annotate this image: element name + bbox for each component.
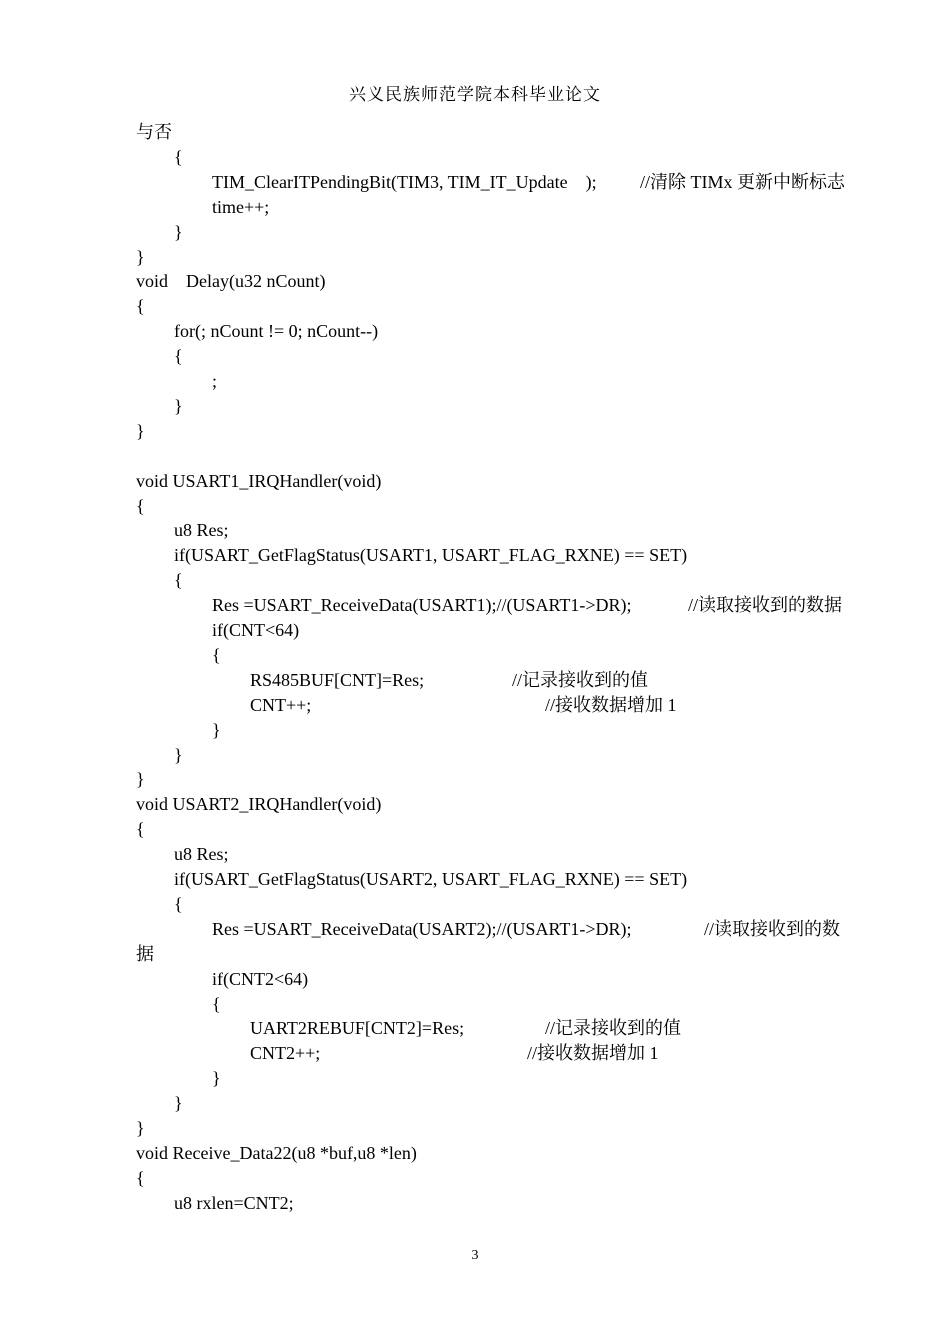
code-line — [0, 1191, 950, 1216]
code-line — [0, 1091, 950, 1116]
code-line — [0, 942, 950, 967]
code-text: { — [136, 296, 145, 317]
code-text: if(CNT<64) — [212, 620, 300, 640]
code-line — [0, 568, 950, 593]
code-line — [0, 494, 950, 519]
code-line — [0, 369, 950, 394]
code-text: 与否 — [136, 122, 172, 142]
code-line — [0, 867, 950, 892]
code-text: { — [136, 1167, 145, 1188]
code-line — [0, 917, 950, 942]
code-line — [0, 145, 950, 170]
code-line — [0, 668, 950, 693]
code-line — [0, 294, 950, 319]
code-comment: //记录接收到的值 — [512, 669, 649, 690]
code-line — [0, 469, 950, 494]
code-line — [0, 718, 950, 743]
code-line — [0, 967, 950, 992]
code-text: { — [174, 346, 183, 367]
code-line — [0, 120, 950, 145]
code-text: { — [212, 993, 221, 1014]
code-line — [0, 319, 950, 344]
code-line — [0, 842, 950, 867]
code-text: TIM_ClearITPendingBit(TIM3, TIM_IT_Update ); — [212, 171, 597, 192]
code-text: Res =USART_ReceiveData(USART1);//(USART1->DR); — [212, 595, 632, 616]
code-line — [0, 543, 950, 568]
code-text: time++; — [212, 196, 270, 217]
code-comment: //记录接收到的值 — [545, 1018, 682, 1039]
code-line — [0, 767, 950, 792]
code-text: } — [174, 221, 183, 242]
code-line — [0, 643, 950, 668]
code-text: u8 rxlen=CNT2; — [174, 1192, 294, 1213]
code-line — [0, 1116, 950, 1141]
code-line — [0, 518, 950, 543]
code-text: RS485BUF[CNT]=Res; — [250, 669, 425, 690]
code-text: { — [174, 146, 183, 167]
code-line — [0, 394, 950, 419]
code-text: CNT2++; — [250, 1043, 321, 1064]
code-text: } — [136, 246, 145, 267]
code-text: { — [174, 893, 183, 914]
code-line — [0, 792, 950, 817]
code-line — [0, 269, 950, 294]
code-line — [0, 1066, 950, 1091]
code-comment: //读取接收到的数 — [704, 918, 841, 939]
code-line — [0, 419, 950, 444]
code-comment: //读取接收到的数据 — [688, 595, 843, 616]
code-text: { — [212, 644, 221, 665]
code-line — [0, 1166, 950, 1191]
code-text: UART2REBUF[CNT2]=Res; — [250, 1018, 465, 1039]
code-text: void Receive_Data22(u8 *buf,u8 *len) — [136, 1142, 417, 1163]
code-text: { — [174, 570, 183, 591]
code-text: { — [136, 495, 145, 516]
code-text: { — [136, 819, 145, 840]
code-line — [0, 593, 950, 618]
code-text: u8 Res; — [174, 520, 229, 541]
code-line — [0, 170, 950, 195]
code-text: void USART1_IRQHandler(void) — [136, 470, 382, 491]
code-line — [0, 618, 950, 643]
code-text: ; — [212, 371, 218, 391]
code-line — [0, 992, 950, 1017]
code-text: for(; nCount != 0; nCount--) — [174, 321, 379, 342]
code-text: } — [136, 769, 145, 790]
code-comment: //接收数据增加 1 — [545, 694, 677, 715]
code-line — [0, 245, 950, 270]
code-line — [0, 1141, 950, 1166]
code-line — [0, 195, 950, 220]
code-text: } — [174, 744, 183, 765]
page-header: 兴义民族师范学院本科毕业论文 — [349, 85, 601, 104]
code-text: void USART2_IRQHandler(void) — [136, 794, 382, 815]
code-text: if(CNT2<64) — [212, 968, 309, 989]
code-line — [0, 220, 950, 245]
code-text: } — [136, 1118, 145, 1138]
code-text: } — [136, 420, 145, 441]
code-text: } — [174, 1093, 183, 1114]
code-line — [0, 1016, 950, 1041]
code-text: u8 Res; — [174, 844, 229, 865]
code-text: CNT++; — [250, 694, 312, 715]
code-line — [0, 817, 950, 842]
code-line — [0, 693, 950, 718]
code-comment: //接收数据增加 1 — [527, 1043, 659, 1064]
code-text: void Delay(u32 nCount) — [136, 271, 326, 292]
code-text: if(USART_GetFlagStatus(USART1, USART_FLAG_RXNE) == SET) — [174, 545, 688, 566]
code-text: } — [212, 719, 221, 740]
code-text: } — [174, 395, 183, 416]
code-comment: //清除 TIMx 更新中断标志 — [640, 171, 845, 192]
code-text: Res =USART_ReceiveData(USART2);//(USART1->DR); — [212, 918, 632, 939]
code-text: } — [212, 1068, 221, 1089]
code-text: 据 — [136, 943, 154, 964]
code-line — [0, 444, 950, 469]
code-line — [0, 892, 950, 917]
page-number: 3 — [471, 1248, 479, 1263]
code-text: if(USART_GetFlagStatus(USART2, USART_FLAG_RXNE) == SET) — [174, 869, 688, 889]
code-line — [0, 344, 950, 369]
code-line — [0, 743, 950, 768]
code-line — [0, 1041, 950, 1066]
